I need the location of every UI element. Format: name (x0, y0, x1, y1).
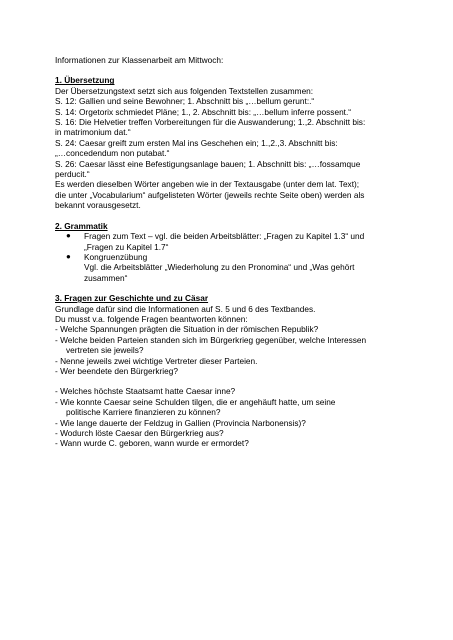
question-item: - Wie konnte Caesar seine Schulden tilgen, die er angehäuft hatte, um seine (55, 396, 336, 407)
section-grammar (55, 221, 415, 283)
text-line: Du musst v.a. folgende Fragen beantworten können: (55, 313, 248, 324)
text-line: S. 14: Orgetorix schmiedet Pläne; 1., 2. Abschnitt bis: „…bellum inferre possent.“ (55, 106, 352, 117)
text-line: Kongruenzübung (84, 251, 148, 262)
text-line: perducit.“ (55, 169, 90, 180)
text-line: S. 16: Die Helvetier treffen Vorbereitungen für die Auswanderung; 1.,2. Abschnitt bis: (55, 117, 366, 128)
question-item: - Welche Spannungen prägten die Situation in der römischen Republik? (55, 324, 319, 335)
question-item-continuation: vertreten sie jeweils? (66, 345, 144, 356)
question-item: - Wodurch löste Caesar den Bürgerkrieg aus? (55, 428, 224, 438)
section-heading-history: 3. Fragen zur Geschichte und zu Cäsar (55, 293, 209, 304)
question-item: - Wer beendete den Bürgerkrieg? (55, 365, 178, 376)
text-line: Grundlage dafür sind die Informationen auf S. 5 und 6 des Textbandes. (55, 303, 316, 314)
question-item: - Wie lange dauerte der Feldzug in Gallien (Provincia Narbonensis)? (55, 417, 306, 428)
section-translation (55, 75, 415, 210)
bullet-icon: ● (66, 251, 71, 261)
text-line: S. 24: Caesar greift zum ersten Mal ins Geschehen ein; 1.,2.,3. Abschnitt bis: (55, 137, 338, 148)
list-item (55, 231, 415, 252)
question-item-continuation: politische Karriere finanzieren zu können? (66, 407, 221, 418)
text-line: zusammen“ (84, 272, 128, 283)
bullet-icon: ● (66, 231, 71, 241)
text-line: bekannt vorausgesetzt. (55, 200, 141, 211)
section-history (55, 293, 415, 449)
text-line: „…concedendum non putabat.“ (55, 148, 170, 159)
question-item: - Welches höchste Staatsamt hatte Caesar inne? (55, 386, 236, 397)
text-line: S. 26: Caesar lässt eine Befestigungsanlage bauen; 1. Abschnitt bis: „…fossamque (55, 158, 361, 169)
grammar-bullet-list (55, 231, 415, 283)
text-line: die unter „Vocabularium“ aufgelisteten Wörter (jeweils rechte Seite oben) werden als (55, 189, 365, 200)
question-item: - Wann wurde C. geboren, wann wurde er ermordet? (55, 438, 249, 449)
text-line: Vgl. die Arbeitsblätter „Wiederholung zu den Pronomina“ und „Was gehört (84, 262, 355, 273)
text-line: Der Übersetzungstext setzt sich aus folgenden Textstellen zusammen: (55, 85, 314, 96)
section-heading-translation: 1. Übersetzung (55, 75, 115, 86)
text-line: Fragen zum Text – vgl. die beiden Arbeitsblätter: „Fragen zu Kapitel 1.3“ und (84, 231, 365, 242)
list-item (55, 252, 415, 283)
intro-text: Informationen zur Klassenarbeit am Mittwoch: (55, 55, 224, 65)
text-line: in matrimonium dat.“ (55, 127, 131, 138)
question-item: - Nenne jeweils zwei wichtige Vertreter dieser Parteien. (55, 355, 258, 366)
section-heading-grammar: 2. Grammatik (55, 220, 108, 231)
text-line: Es werden dieselben Wörter angeben wie in der Textausgabe (unter dem lat. Text); (55, 179, 360, 190)
text-line: „Fragen zu Kapitel 1.7“ (84, 241, 169, 252)
text-line: S. 12: Gallien und seine Bewohner; 1. Abschnitt bis „…bellum gerunt:.“ (55, 96, 315, 107)
document-page (55, 55, 415, 449)
question-item: - Welche beiden Parteien standen sich im Bürgerkrieg gegenüber, welche Interessen (55, 334, 367, 345)
